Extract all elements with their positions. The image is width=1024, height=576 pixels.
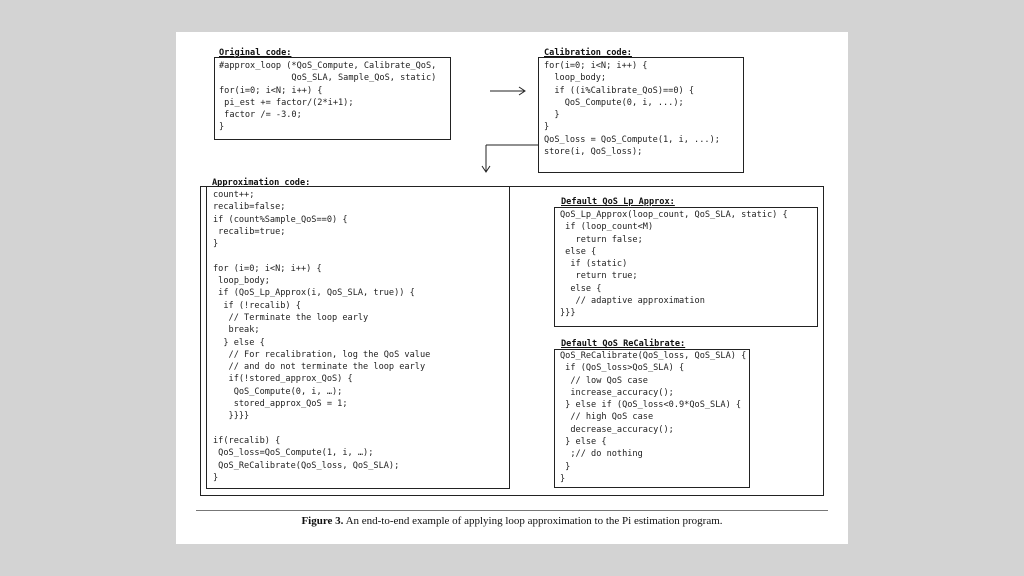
code-line: } — [560, 461, 571, 472]
code-line: // adaptive approximation — [560, 296, 705, 307]
code-line: } — [544, 110, 560, 121]
code-line: }}}} — [213, 411, 250, 422]
calibration-code-block — [544, 60, 720, 158]
code-line: } else { — [560, 437, 607, 448]
code-line: } — [544, 122, 550, 133]
code-line: ;// do nothing — [560, 449, 643, 460]
recalibrate-code-block — [560, 350, 746, 485]
code-line: } else if (QoS_loss<0.9*QoS_SLA) { — [560, 400, 742, 411]
approximation-code-title: Approximation code: — [212, 178, 311, 188]
figure-page — [176, 32, 848, 544]
code-line: if (static) — [560, 259, 628, 270]
code-line: QoS_ReCalibrate(QoS_loss, QoS_SLA) { — [560, 351, 747, 361]
code-line: factor /= -3.0; — [219, 110, 302, 121]
code-line: if (count%Sample_QoS==0) { — [213, 214, 348, 225]
caption-label: Figure 3. — [301, 515, 344, 527]
recalibrate-title: Default QoS_ReCalibrate: — [561, 339, 686, 349]
arrow-down-icon — [480, 142, 540, 176]
code-line: if (QoS_loss>QoS_SLA) { — [560, 363, 685, 374]
original-code-block — [219, 60, 436, 134]
code-line: else { — [560, 246, 597, 257]
code-line: break; — [213, 325, 260, 336]
lp-approx-code-block — [560, 209, 788, 320]
code-line: for(i=0; i<N; i++) { — [544, 61, 648, 71]
code-line: if(!stored_approx_QoS) { — [213, 374, 353, 385]
calibration-code-title: Calibration code: — [544, 48, 632, 58]
code-line: recalib=false; — [213, 202, 286, 213]
code-line: count++; — [213, 190, 255, 200]
code-line: if (QoS_Lp_Approx(i, QoS_SLA, true)) { — [213, 288, 415, 299]
code-line: return true; — [560, 271, 638, 282]
code-line: for(i=0; i<N; i++) { — [219, 85, 323, 96]
code-line: } — [213, 472, 219, 483]
caption-text: An end-to-end example of applying loop approximation to the Pi estimation program. — [345, 515, 723, 527]
code-line: loop_body; — [544, 73, 607, 84]
code-line: }}} — [560, 308, 576, 319]
code-line — [213, 423, 430, 435]
code-line: QoS_Compute(0, i, …); — [213, 386, 343, 397]
code-line: decrease_accuracy(); — [560, 424, 674, 435]
code-line: QoS_loss=QoS_Compute(1, i, …); — [213, 448, 374, 459]
code-line: pi_est += factor/(2*i+1); — [219, 97, 354, 108]
code-line: } — [560, 473, 566, 484]
code-line: // low QoS case — [560, 375, 648, 386]
figure-caption — [176, 515, 848, 527]
code-line: if (loop_count<M) — [560, 222, 654, 233]
code-line: for (i=0; i<N; i++) { — [213, 263, 322, 274]
code-line: // high QoS case — [560, 412, 654, 423]
code-line: QoS_loss = QoS_Compute(1, i, ...); — [544, 134, 720, 145]
code-line: QoS_Compute(0, i, ...); — [544, 97, 684, 108]
original-code-title: Original code: — [219, 48, 292, 58]
code-line: stored_approx_QoS = 1; — [213, 399, 348, 410]
caption-rule — [196, 510, 828, 511]
code-line: else { — [560, 283, 602, 294]
code-line: store(i, QoS_loss); — [544, 147, 643, 158]
code-line: return false; — [560, 234, 643, 245]
arrow-right-icon — [488, 84, 530, 98]
code-line: increase_accuracy(); — [560, 387, 674, 398]
code-line: if ((i%Calibrate_QoS)==0) { — [544, 85, 695, 96]
lp-approx-title: Default QoS_Lp_Approx: — [561, 197, 675, 207]
code-line: QoS_Lp_Approx(loop_count, QoS_SLA, static) { — [560, 210, 788, 220]
code-line: // and do not terminate the loop early — [213, 362, 426, 373]
code-line: if(recalib) { — [213, 435, 281, 446]
code-line: #approx_loop (*QoS_Compute, Calibrate_QoS, — [219, 61, 437, 71]
code-line: } — [219, 122, 225, 133]
code-line: if (!recalib) { — [213, 300, 301, 311]
code-line: } — [213, 239, 219, 250]
code-line: // For recalibration, log the QoS value — [213, 349, 431, 360]
code-line: QoS_ReCalibrate(QoS_loss, QoS_SLA); — [213, 460, 400, 471]
code-line — [213, 250, 430, 262]
code-line: } else { — [213, 337, 265, 348]
approximation-code-block — [213, 189, 430, 484]
code-line: // Terminate the loop early — [213, 312, 369, 323]
code-line: recalib=true; — [213, 226, 286, 237]
code-line: QoS_SLA, Sample_QoS, static) — [219, 73, 437, 84]
code-line: loop_body; — [213, 276, 270, 287]
